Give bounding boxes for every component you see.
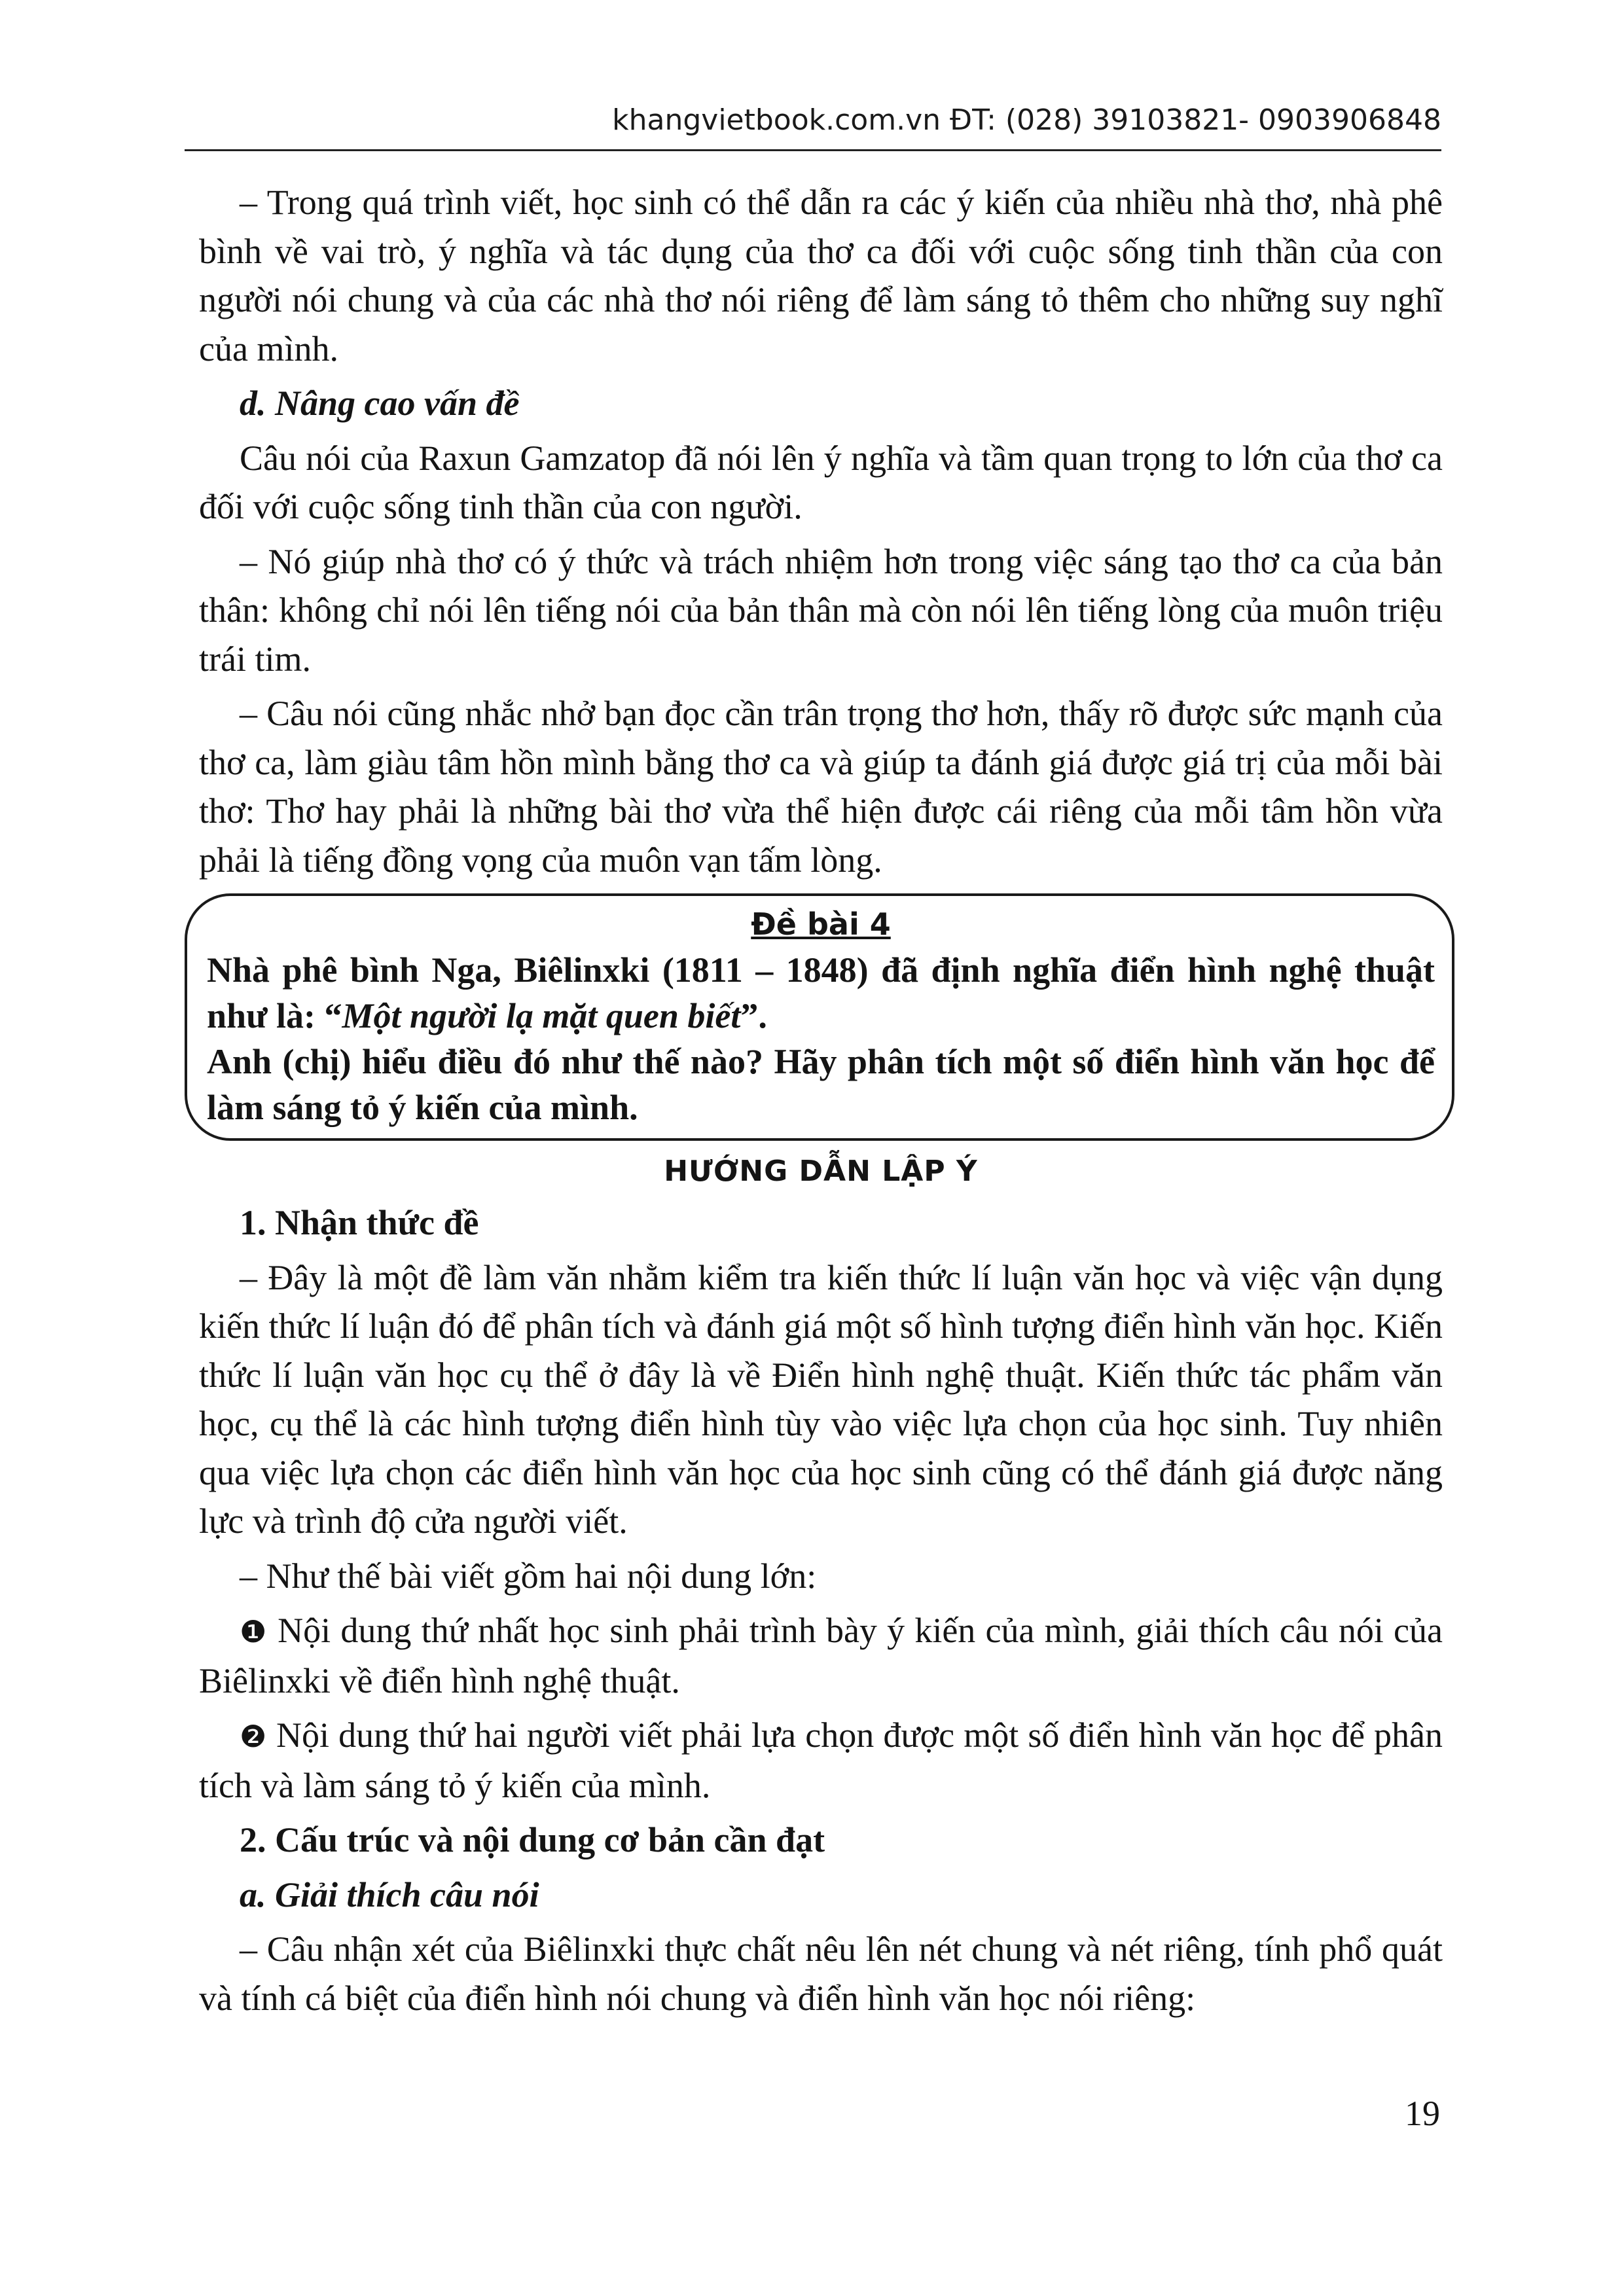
exercise-title: Đề bài 4	[751, 906, 891, 942]
paragraph: – Câu nhận xét của Biêlinxki thực chất nêu lên nét chung và nét riêng, tính phổ quát và tính cá biệt của điển hình nói chung và điển hình văn học nói riêng:	[199, 1929, 1443, 2018]
exercise-question: Anh (chị) hiểu điều đó như thế nào? Hãy phân tích một số điển hình văn học để làm sáng tỏ ý kiến của mình.	[207, 1042, 1435, 1127]
paragraph: – Đây là một đề làm văn nhằm kiểm tra kiến thức lí luận văn học và việc vận dụng kiến thức lí luận đó để phân tích và đánh giá một số hình tượng điển hình văn học. Kiến thức lí luận văn học cụ thể ở đây là về Điển hình nghệ thuật. Kiến thức tác phẩm văn học, cụ thể là các hình tượng điển hình tùy vào việc lựa chọn của học sinh. Tuy nhiên qua việc lựa chọn các điển hình văn học của học sinh cũng có thể đánh giá được năng lực và trình độ cửa người viết.	[199, 1257, 1443, 1541]
section-heading-1: 1. Nhận thức đề	[240, 1203, 479, 1242]
bullet-text: Nội dung thứ nhất học sinh phải trình bày ý kiến của mình, giải thích câu nói của Biêlinxki về điển hình nghệ thuật.	[199, 1611, 1443, 1700]
subsection-heading-a: a. Giải thích câu nói	[240, 1874, 539, 1914]
page-content	[199, 178, 1443, 2028]
bullet-marker-2: ❷	[240, 1719, 267, 1754]
exercise-prompt-end: ”.	[740, 996, 767, 1035]
paragraph: Câu nói của Raxun Gamzatop đã nói lên ý nghĩa và tầm quan trọng to lớn của thơ ca đối với cuộc sống tinh thần của con người.	[199, 438, 1443, 526]
guide-title: HƯỚNG DẪN LẬP Ý	[664, 1155, 978, 1188]
exercise-quote: Một người lạ mặt quen biết	[342, 996, 741, 1035]
paragraph: – Như thế bài viết gồm hai nội dung lớn:	[240, 1556, 817, 1596]
bullet-item	[199, 1711, 1443, 1810]
header-contact-text: khangvietbook.com.vn ĐT: (028) 39103821- 0903906848	[612, 103, 1441, 137]
bullet-text: Nội dung thứ hai người viết phải lựa chọn được một số điển hình văn học để phân tích và làm sáng tỏ ý kiến của mình.	[199, 1715, 1443, 1805]
section-heading-d: d. Nâng cao vấn đề	[240, 384, 520, 423]
page-number: 19	[1405, 2094, 1440, 2133]
exercise-prompt-text: Nhà phê bình Nga, Biêlinxki (1811 – 1848) đã định nghĩa điển hình nghệ thuật như là: “	[207, 950, 1435, 1035]
bullet-item	[199, 1606, 1443, 1705]
paragraph: – Trong quá trình viết, học sinh có thể dẫn ra các ý kiến của nhiều nhà thơ, nhà phê bình về vai trò, ý nghĩa và tác dụng của thơ ca đối với cuộc sống tinh thần của con người nói chung và của các nhà thơ nói riêng để làm sáng tỏ thêm cho những suy nghĩ của mình.	[199, 183, 1443, 368]
exercise-prompt	[207, 947, 1435, 1039]
paragraph: – Nó giúp nhà thơ có ý thức và trách nhiệm hơn trong việc sáng tạo thơ ca của bản thân: không chỉ nói lên tiếng nói của bản thân mà còn nói lên tiếng lòng của muôn triệu trái tim.	[199, 541, 1443, 679]
exercise-box	[185, 893, 1454, 1141]
bullet-marker-1: ❶	[240, 1614, 268, 1649]
paragraph: – Câu nói cũng nhắc nhở bạn đọc cần trân trọng thơ hơn, thấy rõ được sức mạnh của thơ ca, làm giàu tâm hồn mình bằng thơ ca và giúp ta đánh giá được giá trị của mỗi bài thơ: Thơ hay phải là những bài thơ vừa thể hiện được cái riêng của mỗi tâm hồn vừa phải là tiếng đồng vọng của muôn vạn tấm lòng.	[199, 694, 1443, 880]
page-header	[185, 98, 1441, 151]
section-heading-2: 2. Cấu trúc và nội dung cơ bản cần đạt	[240, 1820, 825, 1859]
